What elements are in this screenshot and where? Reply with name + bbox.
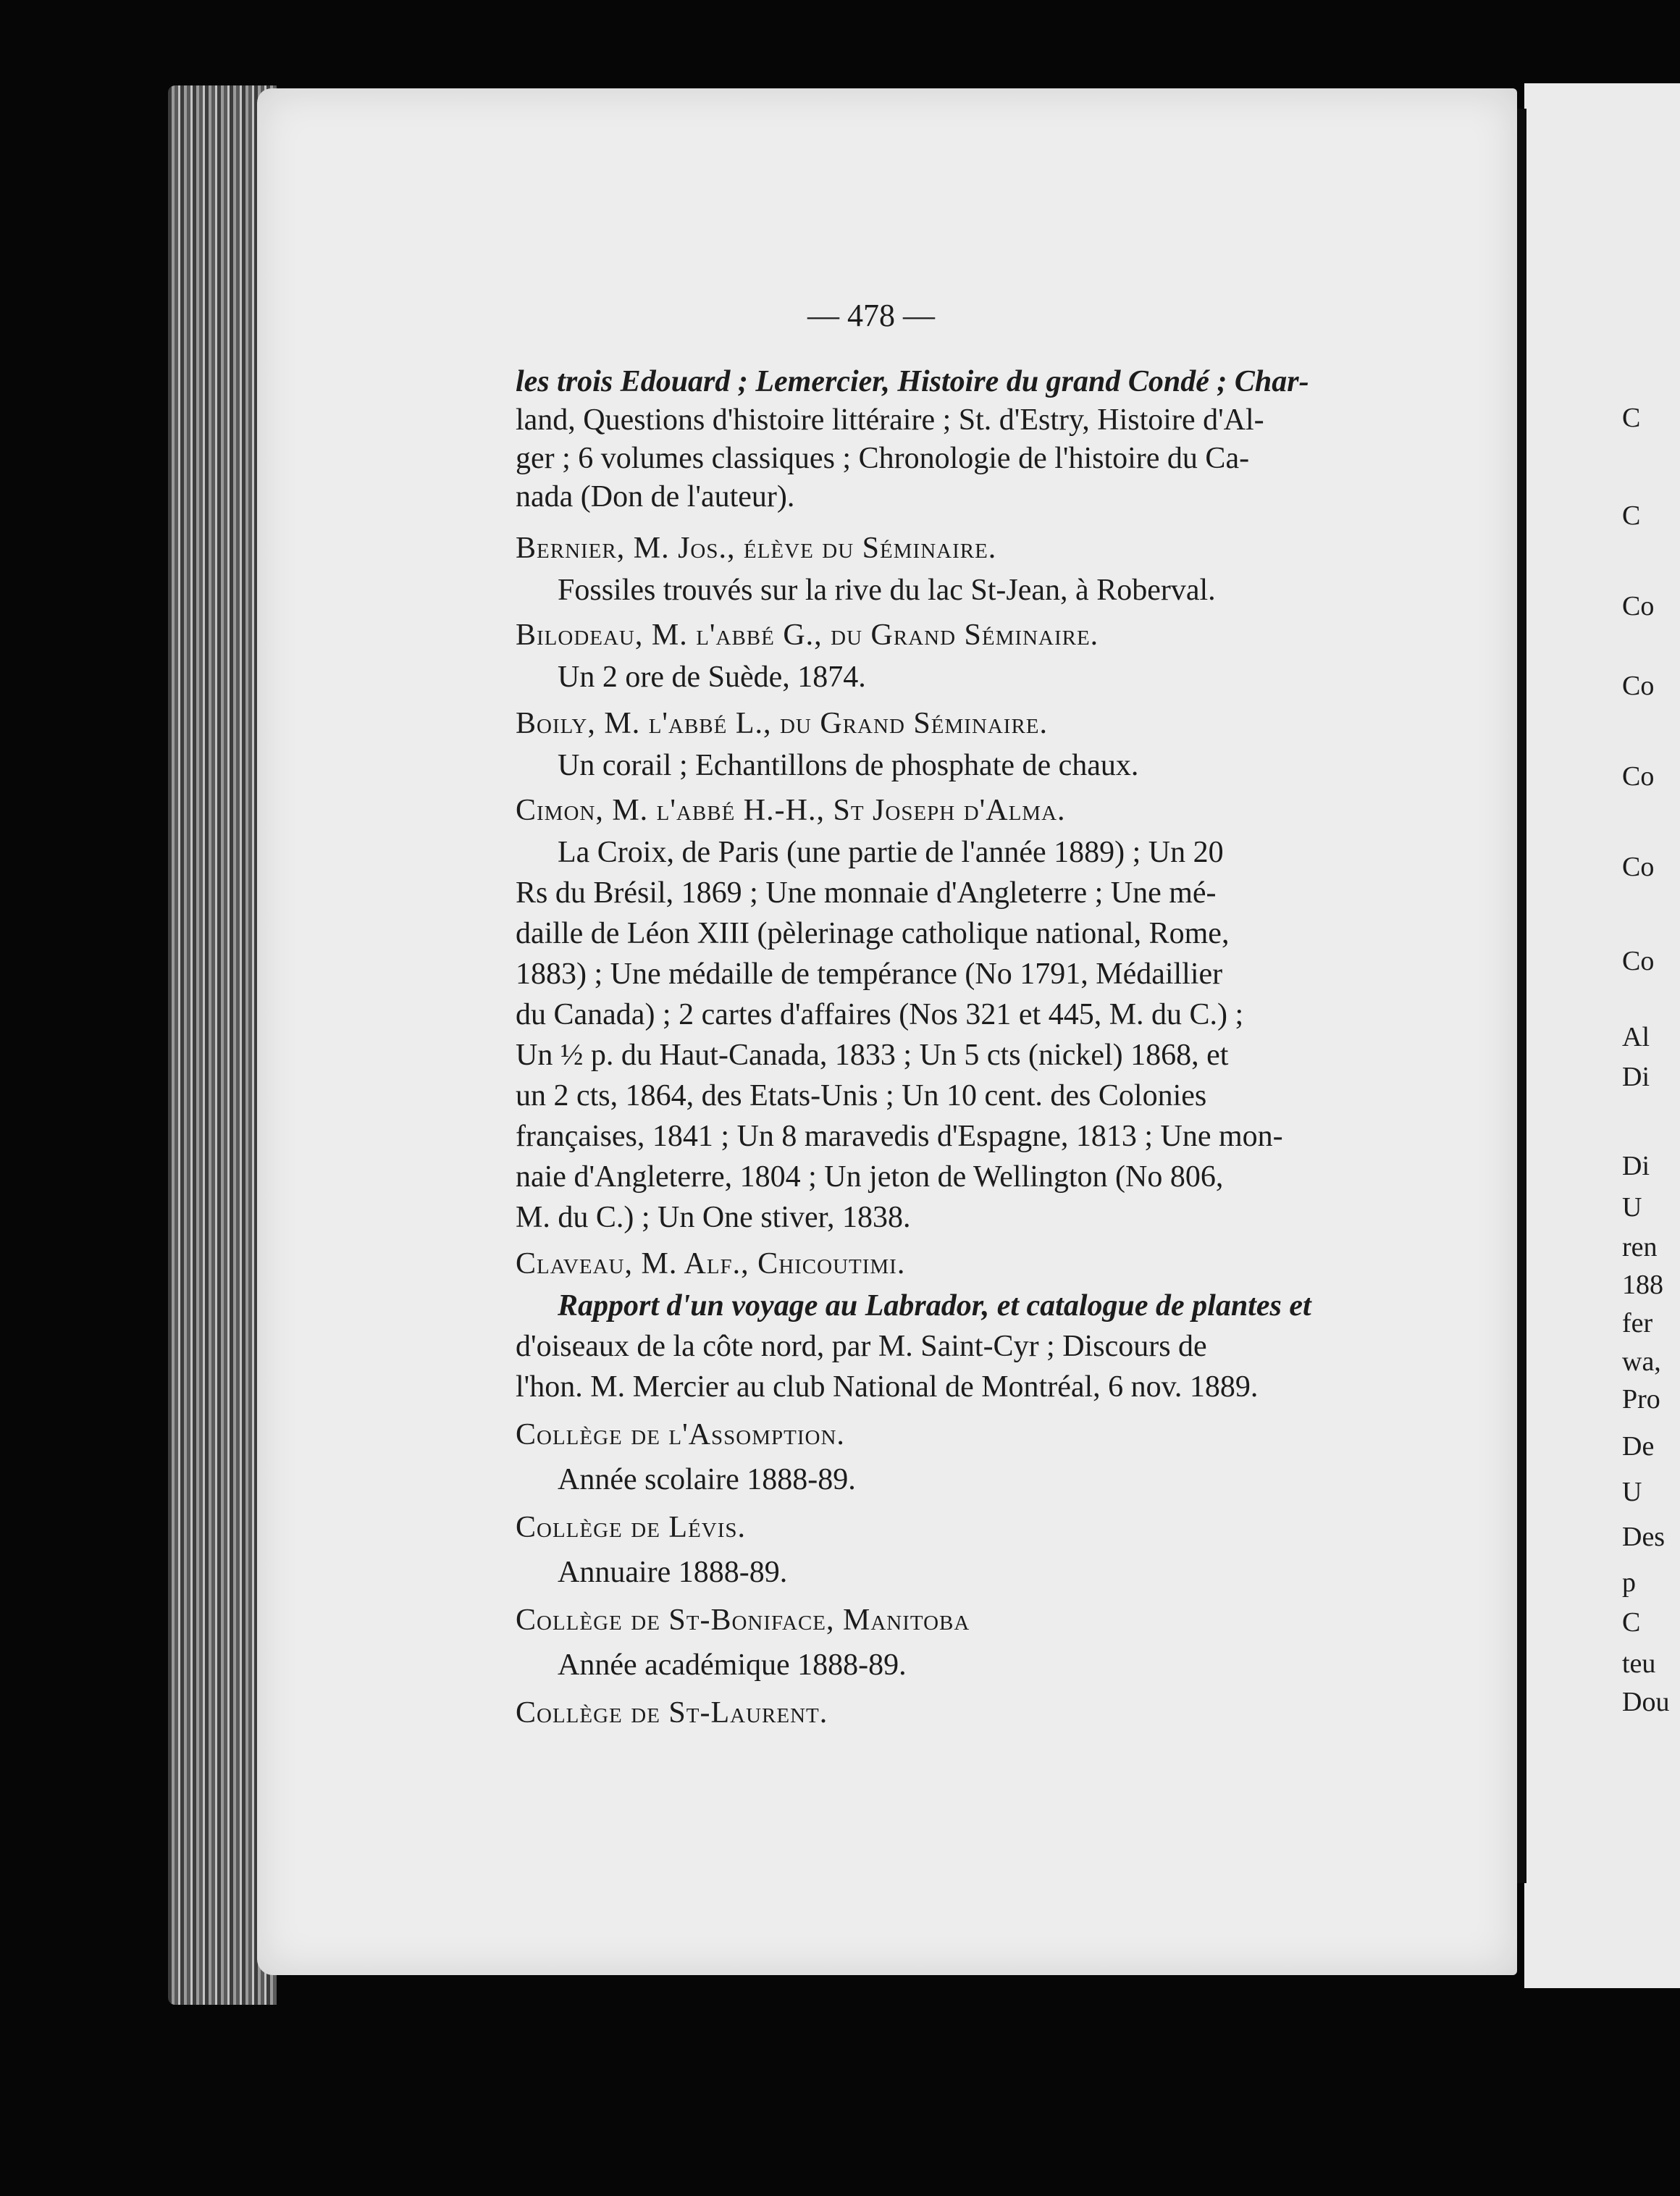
text-line: du Canada) ; 2 cartes d'affaires (Nos 321 et 445, M. du C.) ; [516, 998, 1244, 1031]
text-line: daille de Léon XIII (pèlerinage catholique national, Rome, [516, 917, 1230, 950]
facing-page-fragment: C [1622, 403, 1641, 433]
facing-page-fragment: wa, [1622, 1346, 1661, 1377]
text-line: les trois Edouard ; Lemercier, Histoire du grand Condé ; Char- [516, 365, 1309, 398]
entry-heading: Collège de Lévis. [516, 1511, 747, 1544]
facing-page-fragment: Co [1622, 591, 1655, 621]
entry-heading: Bernier, M. Jos., élève du Séminaire. [516, 532, 997, 565]
entry-heading: Claveau, M. Alf., Chicoutimi. [516, 1247, 906, 1281]
facing-page-fragment: Pro [1622, 1384, 1660, 1415]
text-line: land, Questions d'histoire littéraire ; St. d'Estry, Histoire d'Al- [516, 403, 1264, 437]
facing-page-fragment: p [1622, 1567, 1636, 1598]
entry-detail: Fossiles trouvés sur la rive du lac St-Jean, à Roberval. [558, 574, 1216, 607]
entry-detail: Année scolaire 1888-89. [558, 1463, 856, 1496]
facing-page-fragment: fer [1622, 1308, 1653, 1338]
entry-heading: Collège de l'Assomption. [516, 1418, 845, 1451]
text-line: nada (Don de l'auteur). [516, 480, 795, 514]
facing-page-fragment: C [1622, 500, 1641, 531]
facing-page-fragment: ren [1622, 1232, 1658, 1262]
facing-page-fragment: teu [1622, 1648, 1656, 1679]
facing-page-fragment: Co [1622, 761, 1655, 792]
entry-detail: Un corail ; Echantillons de phosphate de chaux. [558, 749, 1139, 782]
entry-heading: Collège de St-Laurent. [516, 1696, 828, 1730]
text-line: d'oiseaux de la côte nord, par M. Saint-Cyr ; Discours de [516, 1330, 1207, 1363]
facing-page-fragment: Di [1622, 1062, 1650, 1092]
facing-page-fragment: Al [1622, 1022, 1650, 1052]
entry-detail: La Croix, de Paris (une partie de l'année 1889) ; Un 20 [558, 836, 1224, 869]
facing-page-fragment: U [1622, 1477, 1642, 1507]
entry-heading: Collège de St-Boniface, Manitoba [516, 1604, 970, 1637]
facing-page-fragment: U [1622, 1192, 1642, 1223]
text-line: Rs du Brésil, 1869 ; Une monnaie d'Angleterre ; Une mé- [516, 876, 1217, 910]
facing-page-fragment: 188 [1622, 1270, 1663, 1300]
text-line: françaises, 1841 ; Un 8 maravedis d'Espagne, 1813 ; Une mon- [516, 1120, 1283, 1153]
page-number: — 478 — [807, 298, 935, 333]
facing-page-fragment: Co [1622, 852, 1655, 882]
text-line: naie d'Angleterre, 1804 ; Un jeton de Wellington (No 806, [516, 1160, 1224, 1194]
entry-detail: Rapport d'un voyage au Labrador, et catalogue de plantes et [558, 1289, 1311, 1323]
text-line: un 2 cts, 1864, des Etats-Unis ; Un 10 cent. des Colonies [516, 1079, 1207, 1112]
facing-page-fragment: Co [1622, 671, 1655, 701]
entry-heading: Boily, M. l'abbé L., du Grand Séminaire. [516, 707, 1048, 740]
facing-page-fragment: De [1622, 1431, 1655, 1462]
facing-page-fragment: Di [1622, 1151, 1650, 1181]
entry-detail: Un 2 ore de Suède, 1874. [558, 661, 866, 694]
entry-heading: Bilodeau, M. l'abbé G., du Grand Séminaire. [516, 619, 1099, 652]
facing-page-fragment: C [1622, 1607, 1641, 1638]
text-line: M. du C.) ; Un One stiver, 1838. [516, 1201, 911, 1234]
text-line: ger ; 6 volumes classiques ; Chronologie de l'histoire du Ca- [516, 442, 1250, 475]
entry-heading: Cimon, M. l'abbé H.-H., St Joseph d'Alma. [516, 794, 1066, 827]
entry-detail: Annuaire 1888-89. [558, 1556, 788, 1589]
text-line: 1883) ; Une médaille de tempérance (No 1791, Médaillier [516, 957, 1223, 991]
facing-page-fragment: Des [1622, 1522, 1666, 1552]
facing-page-fragment: Dou [1622, 1687, 1670, 1717]
entry-detail: Année académique 1888-89. [558, 1648, 907, 1682]
facing-page-fragment: Co [1622, 946, 1655, 976]
text-line: Un ½ p. du Haut-Canada, 1833 ; Un 5 cts (nickel) 1868, et [516, 1039, 1229, 1072]
text-line: l'hon. M. Mercier au club National de Montréal, 6 nov. 1889. [516, 1370, 1259, 1404]
